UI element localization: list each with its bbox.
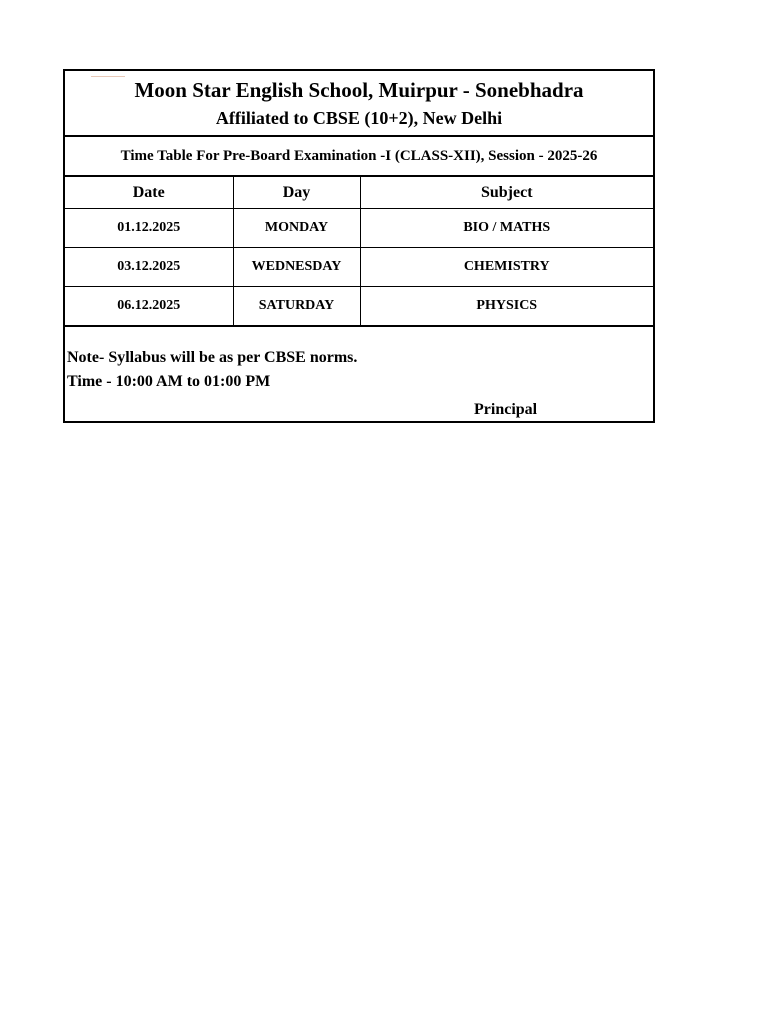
cell-day: MONDAY <box>233 209 360 248</box>
principal-signature-label: Principal <box>474 401 538 418</box>
cell-date: 03.12.2025 <box>65 248 233 287</box>
table-row <box>65 209 653 248</box>
table-row <box>65 287 653 327</box>
column-header-day: Day <box>233 177 360 209</box>
exam-schedule-table <box>65 177 653 327</box>
column-header-subject: Subject <box>360 177 653 209</box>
cell-subject: BIO / MATHS <box>360 209 653 248</box>
syllabus-note: Note- Syllabus will be as per CBSE norms. <box>67 349 358 366</box>
cell-day: SATURDAY <box>233 287 360 327</box>
table-header-row <box>65 177 653 209</box>
column-header-date: Date <box>65 177 233 209</box>
cell-day: WEDNESDAY <box>233 248 360 287</box>
affiliation-line: Affiliated to CBSE (10+2), New Delhi <box>215 108 503 128</box>
table-row <box>65 248 653 287</box>
school-header <box>65 71 653 137</box>
timetable-sheet <box>63 69 655 423</box>
exam-time: Time - 10:00 AM to 01:00 PM <box>67 373 271 390</box>
cell-subject: CHEMISTRY <box>360 248 653 287</box>
school-name: Moon Star English School, Muirpur - Sonebhadra <box>134 78 584 102</box>
cell-date: 06.12.2025 <box>65 287 233 327</box>
cell-subject: PHYSICS <box>360 287 653 327</box>
cell-date: 01.12.2025 <box>65 209 233 248</box>
exam-title: Time Table For Pre-Board Examination -I (CLASS-XII), Session - 2025-26 <box>65 137 653 177</box>
footer-notes <box>65 327 653 421</box>
